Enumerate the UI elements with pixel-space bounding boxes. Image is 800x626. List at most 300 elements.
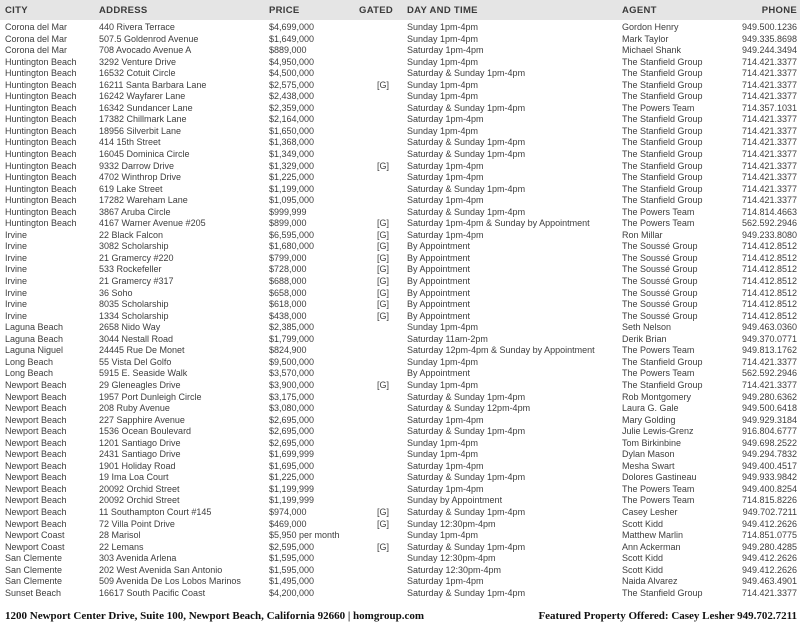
table-body: [0, 22, 800, 599]
cell-address: 18956 Silverbit Lane: [99, 125, 182, 136]
column-header-address: ADDRESS: [99, 4, 148, 16]
table-row: [0, 57, 800, 69]
table-row: [0, 264, 800, 276]
cell-agent: The Stanfield Group: [622, 137, 703, 148]
cell-time: Sunday 1pm-4pm: [407, 379, 479, 390]
cell-city: Huntington Beach: [5, 68, 77, 79]
cell-agent: Naida Alvarez: [622, 576, 678, 587]
cell-phone: 949.280.6362: [741, 391, 797, 402]
cell-address: 533 Rockefeller: [99, 264, 162, 275]
cell-agent: The Powers Team: [622, 495, 695, 506]
cell-phone: 714.412.8512: [741, 264, 797, 275]
cell-city: Newport Beach: [5, 403, 67, 414]
cell-time: By Appointment: [407, 264, 471, 275]
cell-price: $1,225,000: [269, 472, 315, 483]
cell-agent: The Soussé Group: [622, 287, 698, 298]
cell-agent: Scott Kidd: [622, 553, 664, 564]
cell-agent: The Soussé Group: [622, 299, 698, 310]
cell-address: 227 Sapphire Avenue: [99, 414, 185, 425]
cell-address: 619 Lake Street: [99, 183, 163, 194]
cell-address: 5915 E. Seaside Walk: [99, 368, 188, 379]
table-row: [0, 207, 800, 219]
cell-agent: Mesha Swart: [622, 460, 675, 471]
cell-address: 21 Gramercy #317: [99, 276, 174, 287]
cell-agent: The Powers Team: [622, 483, 695, 494]
cell-phone: 949.929.3184: [741, 414, 797, 425]
cell-gated: [G]: [376, 276, 389, 287]
cell-address: 3082 Scholarship: [99, 241, 169, 252]
cell-phone: 949.412.2626: [741, 564, 797, 575]
cell-city: Huntington Beach: [5, 114, 77, 125]
cell-city: San Clemente: [5, 564, 63, 575]
cell-price: $4,950,000: [269, 56, 315, 67]
cell-time: By Appointment: [407, 276, 471, 287]
table-row: [0, 80, 800, 92]
cell-address: 2431 Santiago Drive: [99, 449, 181, 460]
cell-price: $1,799,000: [269, 333, 315, 344]
table-row: [0, 184, 800, 196]
cell-price: $728,000: [269, 264, 307, 275]
cell-address: 11 Southampton Court #145: [99, 506, 212, 517]
cell-address: 440 Rivera Terrace: [99, 22, 175, 32]
cell-address: 3044 Nestall Road: [99, 333, 174, 344]
cell-price: $1,649,000: [269, 33, 315, 44]
cell-time: Saturday 12pm-4pm & Sunday by Appointment: [407, 345, 595, 356]
cell-phone: 949.463.0360: [741, 322, 797, 333]
cell-address: 22 Black Falcon: [99, 229, 164, 240]
cell-price: $1,199,999: [269, 483, 315, 494]
cell-address: 1201 Santiago Drive: [99, 437, 181, 448]
cell-phone: 949.244.3494: [741, 45, 797, 56]
cell-address: 9332 Darrow Drive: [99, 160, 175, 171]
cell-address: 16045 Dominica Circle: [99, 149, 190, 160]
cell-address: 22 Lemans: [99, 541, 144, 552]
cell-phone: 714.421.3377: [741, 379, 797, 390]
cell-phone: 949.702.7211: [742, 506, 797, 517]
cell-time: By Appointment: [407, 299, 471, 310]
cell-agent: The Stanfield Group: [622, 587, 703, 598]
cell-time: By Appointment: [407, 310, 471, 321]
cell-address: 4702 Winthrop Drive: [99, 172, 182, 183]
table-row: [0, 91, 800, 103]
cell-time: Sunday 1pm-4pm: [407, 356, 479, 367]
table-row: [0, 322, 800, 334]
cell-address: 24445 Rue De Monet: [99, 345, 185, 356]
cell-phone: 949.698.2522: [741, 437, 797, 448]
table-row: [0, 472, 800, 484]
cell-price: $9,500,000: [269, 356, 315, 367]
cell-agent: Derik Brian: [622, 333, 667, 344]
cell-agent: Michael Shank: [622, 45, 682, 56]
cell-agent: The Powers Team: [622, 345, 695, 356]
cell-phone: 714.421.3377: [741, 160, 797, 171]
cell-address: 28 Marisol: [99, 530, 141, 541]
table-row: [0, 461, 800, 473]
cell-time: Sunday 12:30pm-4pm: [407, 553, 496, 564]
table-row: [0, 565, 800, 577]
cell-agent: The Stanfield Group: [622, 56, 703, 67]
cell-phone: 714.421.3377: [741, 79, 797, 90]
cell-price: $824,900: [269, 345, 307, 356]
cell-agent: Julie Lewis-Grenz: [622, 426, 694, 437]
cell-gated: [G]: [376, 518, 389, 529]
cell-agent: The Stanfield Group: [622, 114, 703, 125]
cell-time: Saturday & Sunday 1pm-4pm: [407, 541, 526, 552]
cell-city: Newport Coast: [5, 530, 65, 541]
cell-gated: [G]: [376, 506, 389, 517]
cell-city: Huntington Beach: [5, 125, 77, 136]
cell-address: 208 Ruby Avenue: [99, 403, 170, 414]
table-row: [0, 507, 800, 519]
cell-address: 17382 Chillmark Lane: [99, 114, 187, 125]
table-row: [0, 426, 800, 438]
table-row: [0, 149, 800, 161]
table-row: [0, 542, 800, 554]
cell-price: $3,175,000: [269, 391, 315, 402]
cell-city: Huntington Beach: [5, 172, 77, 183]
cell-price: $688,000: [269, 276, 307, 287]
table-row: [0, 34, 800, 46]
cell-price: $469,000: [269, 518, 307, 529]
cell-address: 36 Soho: [99, 287, 133, 298]
cell-phone: 714.412.8512: [741, 299, 797, 310]
cell-city: Huntington Beach: [5, 56, 77, 67]
cell-time: Sunday 1pm-4pm: [407, 33, 479, 44]
cell-agent: The Stanfield Group: [622, 68, 703, 79]
cell-phone: 714.851.0775: [741, 530, 797, 541]
cell-time: Saturday & Sunday 1pm-4pm: [407, 472, 526, 483]
cell-time: Saturday & Sunday 1pm-4pm: [407, 206, 526, 217]
cell-city: Newport Beach: [5, 460, 67, 471]
cell-price: $2,438,000: [269, 91, 315, 102]
cell-city: Corona del Mar: [5, 45, 68, 56]
cell-gated: [G]: [376, 160, 389, 171]
cell-price: $1,095,000: [269, 195, 315, 206]
column-header-day-time: DAY AND TIME: [407, 4, 478, 16]
cell-agent: Tom Birkinbine: [622, 437, 682, 448]
cell-time: Saturday 1pm-4pm: [407, 160, 484, 171]
cell-time: Saturday & Sunday 1pm-4pm: [407, 426, 526, 437]
table-row: [0, 45, 800, 57]
cell-gated: [G]: [376, 218, 389, 229]
cell-agent: The Stanfield Group: [622, 79, 703, 90]
cell-price: $1,595,000: [269, 564, 315, 575]
cell-city: Huntington Beach: [5, 195, 77, 206]
cell-time: Saturday 1pm-4pm: [407, 229, 484, 240]
table-row: [0, 519, 800, 531]
cell-city: Long Beach: [5, 356, 54, 367]
cell-price: $3,080,000: [269, 403, 315, 414]
cell-address: 1536 Ocean Boulevard: [99, 426, 192, 437]
cell-address: 202 West Avenida San Antonio: [99, 564, 223, 575]
cell-price: $3,570,000: [269, 368, 315, 379]
cell-time: Saturday & Sunday 1pm-4pm: [407, 149, 526, 160]
cell-phone: 562.592.2946: [741, 218, 797, 229]
table-row: [0, 530, 800, 542]
cell-phone: 714.412.8512: [741, 252, 797, 263]
column-header-agent: AGENT: [622, 4, 657, 16]
table-row: [0, 380, 800, 392]
cell-price: $4,699,000: [269, 22, 315, 32]
cell-gated: [G]: [376, 252, 389, 263]
cell-address: 20092 Orchid Street: [99, 483, 180, 494]
cell-time: Saturday & Sunday 1pm-4pm: [407, 137, 526, 148]
cell-price: $2,695,000: [269, 426, 315, 437]
cell-phone: 916.804.6777: [741, 426, 797, 437]
cell-price: $1,595,000: [269, 553, 315, 564]
cell-city: Huntington Beach: [5, 206, 77, 217]
cell-city: Huntington Beach: [5, 79, 77, 90]
cell-city: Irvine: [5, 241, 28, 252]
cell-city: Irvine: [5, 276, 28, 287]
cell-city: Irvine: [5, 252, 28, 263]
cell-address: 4167 Warner Avenue #205: [99, 218, 206, 229]
cell-price: $1,680,000: [269, 241, 315, 252]
cell-price: $5,950 per month: [269, 530, 340, 541]
cell-agent: Laura G. Gale: [622, 403, 679, 414]
cell-time: Saturday 1pm-4pm: [407, 483, 484, 494]
cell-address: 3867 Aruba Circle: [99, 206, 171, 217]
cell-address: 507.5 Goldenrod Avenue: [99, 33, 199, 44]
cell-phone: 714.357.1031: [741, 102, 797, 113]
cell-time: Saturday & Sunday 1pm-4pm: [407, 102, 526, 113]
cell-time: Sunday 12:30pm-4pm: [407, 518, 496, 529]
cell-phone: 949.500.6418: [741, 403, 797, 414]
cell-address: 303 Avenida Arlena: [99, 553, 177, 564]
cell-time: Sunday 1pm-4pm: [407, 530, 479, 541]
cell-agent: The Stanfield Group: [622, 172, 703, 183]
cell-time: Sunday 1pm-4pm: [407, 79, 479, 90]
page-footer: [0, 606, 800, 622]
cell-price: $1,368,000: [269, 137, 315, 148]
cell-phone: 949.335.8698: [741, 33, 797, 44]
cell-address: 1957 Port Dunleigh Circle: [99, 391, 202, 402]
column-header-price: PRICE: [269, 4, 300, 16]
column-header-phone: PHONE: [761, 4, 797, 16]
cell-city: Newport Beach: [5, 414, 67, 425]
cell-city: Huntington Beach: [5, 137, 77, 148]
cell-address: 1334 Scholarship: [99, 310, 169, 321]
cell-price: $1,199,000: [269, 183, 315, 194]
table-row: [0, 126, 800, 138]
table-row: [0, 218, 800, 230]
cell-time: Saturday 1pm-4pm: [407, 114, 484, 125]
table-row: [0, 334, 800, 346]
cell-price: $999,999: [269, 206, 307, 217]
cell-address: 509 Avenida De Los Lobos Marinos: [99, 576, 241, 587]
footer-address: 1200 Newport Center Drive, Suite 100, Newport Beach, California 92660 | homgroup.com: [5, 610, 425, 622]
table-row: [0, 495, 800, 507]
cell-gated: [G]: [376, 299, 389, 310]
table-row: [0, 68, 800, 80]
cell-city: Newport Beach: [5, 449, 67, 460]
cell-agent: Scott Kidd: [622, 518, 664, 529]
cell-city: Newport Beach: [5, 391, 67, 402]
cell-agent: Rob Montgomery: [622, 391, 692, 402]
cell-city: Corona del Mar: [5, 33, 68, 44]
footer-featured-property: Featured Property Offered: Casey Lesher 949.702.7211: [538, 610, 797, 622]
cell-phone: 714.421.3377: [741, 587, 797, 598]
cell-agent: The Stanfield Group: [622, 91, 703, 102]
cell-city: Irvine: [5, 310, 28, 321]
cell-city: Laguna Beach: [5, 333, 64, 344]
cell-gated: [G]: [376, 264, 389, 275]
cell-city: Newport Beach: [5, 437, 67, 448]
cell-city: Huntington Beach: [5, 218, 77, 229]
cell-time: By Appointment: [407, 368, 471, 379]
table-row: [0, 161, 800, 173]
cell-address: 16242 Wayfarer Lane: [99, 91, 186, 102]
cell-city: San Clemente: [5, 553, 63, 564]
cell-price: $1,329,000: [269, 160, 315, 171]
cell-city: San Clemente: [5, 576, 63, 587]
cell-phone: 949.813.1762: [741, 345, 797, 356]
cell-phone: 714.421.3377: [741, 356, 797, 367]
cell-agent: The Stanfield Group: [622, 149, 703, 160]
table-row: [0, 241, 800, 253]
cell-time: Saturday & Sunday 12pm-4pm: [407, 403, 531, 414]
cell-agent: The Stanfield Group: [622, 379, 703, 390]
cell-phone: 949.294.7832: [741, 449, 797, 460]
table-row: [0, 276, 800, 288]
cell-agent: Matthew Marlin: [622, 530, 684, 541]
cell-price: $2,385,000: [269, 322, 315, 333]
cell-agent: The Powers Team: [622, 206, 695, 217]
cell-price: $2,695,000: [269, 437, 315, 448]
cell-time: Saturday 1pm-4pm: [407, 414, 484, 425]
cell-agent: The Soussé Group: [622, 264, 698, 275]
cell-city: Newport Beach: [5, 506, 67, 517]
cell-city: Huntington Beach: [5, 160, 77, 171]
cell-gated: [G]: [376, 229, 389, 240]
cell-city: Newport Coast: [5, 541, 65, 552]
table-row: [0, 403, 800, 415]
cell-time: By Appointment: [407, 252, 471, 263]
cell-time: Sunday 1pm-4pm: [407, 22, 479, 32]
cell-time: Sunday 1pm-4pm: [407, 91, 479, 102]
cell-phone: 714.421.3377: [741, 149, 797, 160]
cell-address: 16617 South Pacific Coast: [99, 587, 206, 598]
cell-phone: 714.815.8226: [741, 495, 797, 506]
cell-city: Irvine: [5, 287, 28, 298]
cell-agent: The Soussé Group: [622, 310, 698, 321]
cell-agent: Casey Lesher: [622, 506, 678, 517]
cell-phone: 714.412.8512: [741, 276, 797, 287]
column-header-gated: GATED: [359, 4, 394, 16]
table-row: [0, 230, 800, 242]
cell-phone: 714.421.3377: [741, 137, 797, 148]
cell-price: $1,225,000: [269, 172, 315, 183]
cell-price: $2,695,000: [269, 414, 315, 425]
cell-time: Sunday 1pm-4pm: [407, 449, 479, 460]
cell-phone: 949.400.4517: [741, 460, 797, 471]
cell-address: 16532 Cotuit Circle: [99, 68, 176, 79]
cell-price: $3,900,000: [269, 379, 315, 390]
cell-agent: The Soussé Group: [622, 252, 698, 263]
cell-price: $4,500,000: [269, 68, 315, 79]
cell-agent: Ron Millar: [622, 229, 663, 240]
cell-time: Saturday & Sunday 1pm-4pm: [407, 587, 526, 598]
cell-price: $2,164,000: [269, 114, 315, 125]
cell-price: $658,000: [269, 287, 307, 298]
cell-agent: The Soussé Group: [622, 241, 698, 252]
cell-price: $1,699,999: [269, 449, 315, 460]
cell-time: Saturday 1pm-4pm: [407, 195, 484, 206]
cell-phone: 714.421.3377: [741, 68, 797, 79]
cell-city: Long Beach: [5, 368, 54, 379]
cell-time: By Appointment: [407, 241, 471, 252]
cell-address: 19 Ima Loa Court: [99, 472, 169, 483]
cell-address: 708 Avocado Avenue A: [99, 45, 192, 56]
cell-gated: [G]: [376, 379, 389, 390]
cell-time: Sunday 1pm-4pm: [407, 437, 479, 448]
cell-city: Sunset Beach: [5, 587, 62, 598]
cell-agent: Scott Kidd: [622, 564, 664, 575]
cell-price: $2,595,000: [269, 541, 315, 552]
cell-time: Saturday 11am-2pm: [407, 333, 488, 344]
cell-agent: Ann Ackerman: [622, 541, 681, 552]
table-row: [0, 415, 800, 427]
cell-agent: The Powers Team: [622, 102, 695, 113]
cell-price: $1,650,000: [269, 125, 315, 136]
cell-phone: 714.421.3377: [741, 195, 797, 206]
cell-address: 1901 Holiday Road: [99, 460, 176, 471]
cell-city: Huntington Beach: [5, 149, 77, 160]
cell-phone: 949.370.0771: [741, 333, 797, 344]
cell-phone: 714.412.8512: [741, 287, 797, 298]
cell-price: $4,200,000: [269, 587, 315, 598]
table-row: [0, 392, 800, 404]
table-row: [0, 449, 800, 461]
table-row: [0, 172, 800, 184]
cell-city: Newport Beach: [5, 518, 67, 529]
cell-price: $618,000: [269, 299, 307, 310]
cell-city: Huntington Beach: [5, 183, 77, 194]
cell-city: Irvine: [5, 229, 28, 240]
cell-price: $1,695,000: [269, 460, 315, 471]
cell-agent: The Stanfield Group: [622, 356, 703, 367]
cell-phone: 714.412.8512: [741, 310, 797, 321]
cell-gated: [G]: [376, 241, 389, 252]
cell-city: Huntington Beach: [5, 91, 77, 102]
cell-time: Saturday 1pm-4pm: [407, 576, 484, 587]
cell-agent: The Stanfield Group: [622, 125, 703, 136]
table-row: [0, 311, 800, 323]
cell-price: $1,199,999: [269, 495, 315, 506]
cell-price: $2,575,000: [269, 79, 315, 90]
cell-price: $1,349,000: [269, 149, 315, 160]
cell-time: By Appointment: [407, 287, 471, 298]
table-row: [0, 288, 800, 300]
cell-city: Newport Beach: [5, 426, 67, 437]
cell-city: Newport Beach: [5, 483, 67, 494]
cell-phone: 714.421.3377: [741, 172, 797, 183]
table-row: [0, 103, 800, 115]
cell-time: Sunday 1pm-4pm: [407, 125, 479, 136]
cell-address: 20092 Orchid Street: [99, 495, 180, 506]
cell-time: Saturday 1pm-4pm: [407, 45, 484, 56]
table-row: [0, 484, 800, 496]
cell-price: $799,000: [269, 252, 307, 263]
cell-price: $889,000: [269, 45, 307, 56]
cell-time: Saturday & Sunday 1pm-4pm: [407, 68, 526, 79]
cell-time: Sunday by Appointment: [407, 495, 503, 506]
cell-time: Saturday 12:30pm-4pm: [407, 564, 502, 575]
cell-agent: Seth Nelson: [622, 322, 672, 333]
cell-city: Irvine: [5, 264, 28, 275]
column-header-city: CITY: [5, 4, 28, 16]
cell-phone: 949.233.8080: [741, 229, 797, 240]
